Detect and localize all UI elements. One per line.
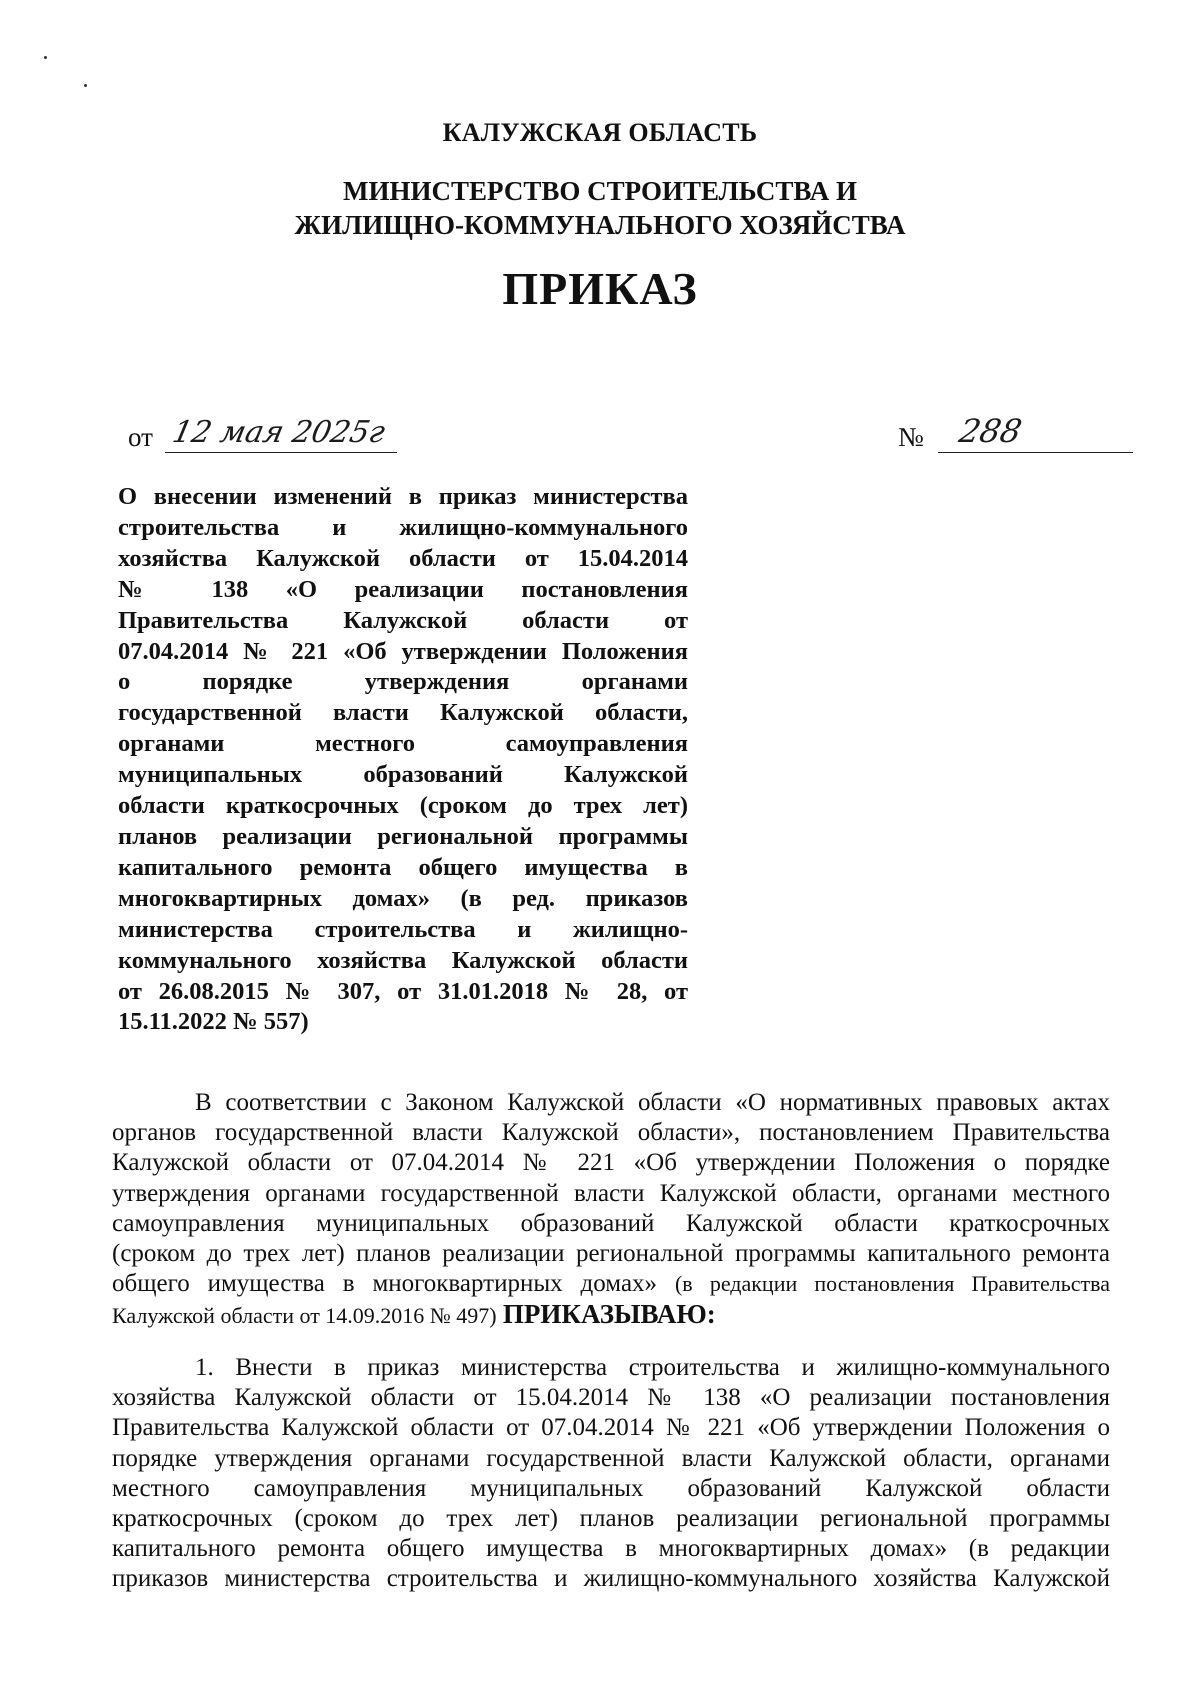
paragraph-line: Калужской области от 07.04.2014 № 221 «Об утверждении Положения о порядке [112,1149,1110,1177]
number-prefix: № [898,422,924,452]
amendment-reference: Калужской области от 14.09.2016 № 497) [112,1303,497,1329]
subject-line: строительства и жилищно-коммунального [118,513,688,541]
scan-speck [84,84,87,87]
subject-line: министерства строительства и жилищно- [118,915,688,943]
handwritten-date: 12 мая 2025г [169,415,389,450]
subject-line: о порядке утверждения органами [118,668,688,696]
date-prefix: от [128,422,153,452]
paragraph-line: 1. Внести в приказ министерства строительства и жилищно-коммунального [195,1354,1110,1381]
subject-line: № 138 «О реализации постановления [118,575,688,603]
subject-line: 07.04.2014 № 221 «Об утверждении Положения [118,637,688,665]
handwritten-number: 288 [955,412,1025,450]
subject-line: Правительства Калужской области от [118,606,688,634]
paragraph-line: органов государственной власти Калужской области», постановлением Правительства [112,1119,1110,1147]
region-title: КАЛУЖСКАЯ ОБЛАСТЬ [442,118,758,147]
paragraph-line: Правительства Калужской области от 07.04.2014 № 221 «Об утверждении Положения о [112,1414,1110,1442]
subject-line: коммунального хозяйства Калужской области [118,946,688,974]
subject-line: многоквартирных домах» (в ред. приказов [118,884,688,912]
paragraph-text: общего имущества в многоквартирных домах» [112,1270,658,1298]
paragraph-line: краткосрочных (сроком до трех лет) планов реализации региональной программы [112,1505,1110,1533]
subject-line: от 26.08.2015 № 307, от 31.01.2018 № 28, от [118,977,688,1005]
subject-line: капитального ремонта общего имущества в [118,853,688,881]
paragraph-line: самоуправления муниципальных образований Калужской области краткосрочных [112,1209,1110,1237]
paragraph-line: приказов министерства строительства и жилищно-коммунального хозяйства Калужской [112,1565,1110,1593]
order-subject [118,482,688,1038]
paragraph-line [112,1269,1110,1299]
paragraph-line: порядке утверждения органами государственной власти Калужской области, органами [112,1444,1110,1472]
subject-line: муниципальных образований Калужской [118,761,688,789]
scan-speck [44,56,47,59]
amendment-reference: (в редакции постановления Правительства [674,1271,1110,1297]
subject-line: государственной власти Калужской области, [118,699,688,727]
subject-line: О внесении изменений в приказ министерства [118,483,688,510]
paragraph-line: В соответствии с Законом Калужской области «О нормативных правовых актах [195,1089,1110,1116]
subject-line: 15.11.2022 № 557) [118,1008,309,1036]
document-type: ПРИКАЗ [502,263,698,314]
order-date [128,415,397,453]
paragraph-line: утверждения органами государственной власти Калужской области, органами местного [112,1179,1110,1207]
paragraph-line: (сроком до трех лет) планов реализации региональной программы капитального ремонта [112,1240,1110,1268]
paragraph-line: хозяйства Калужской области от 15.04.2014 № 138 «О реализации постановления [112,1384,1110,1412]
subject-line: планов реализации региональной программы [118,822,688,850]
ministry-title-line: ЖИЛИЩНО-КОММУНАЛЬНОГО ХОЗЯЙСТВА [294,210,906,240]
paragraph-line [112,1299,1110,1331]
number-field [938,412,1133,453]
subject-line: хозяйства Калужской области от 15.04.2014 [118,544,688,572]
ministry-title-line: МИНИСТЕРСТВО СТРОИТЕЛЬСТВА И [343,176,857,206]
order-number [898,412,1133,453]
subject-line: области краткосрочных (сроком до трех лет) [118,792,688,820]
preamble-paragraph [112,1088,1110,1332]
order-word: ПРИКАЗЫВАЮ: [502,1299,716,1330]
ministry-title [0,174,1200,242]
paragraph-line: капитального ремонта общего имущества в многоквартирных домах» (в редакции [112,1535,1110,1563]
paragraph-line: местного самоуправления муниципальных образований Калужской области [112,1474,1110,1502]
date-field [165,415,397,453]
item-1-paragraph [112,1353,1110,1595]
subject-line: органами местного самоуправления [118,730,688,758]
